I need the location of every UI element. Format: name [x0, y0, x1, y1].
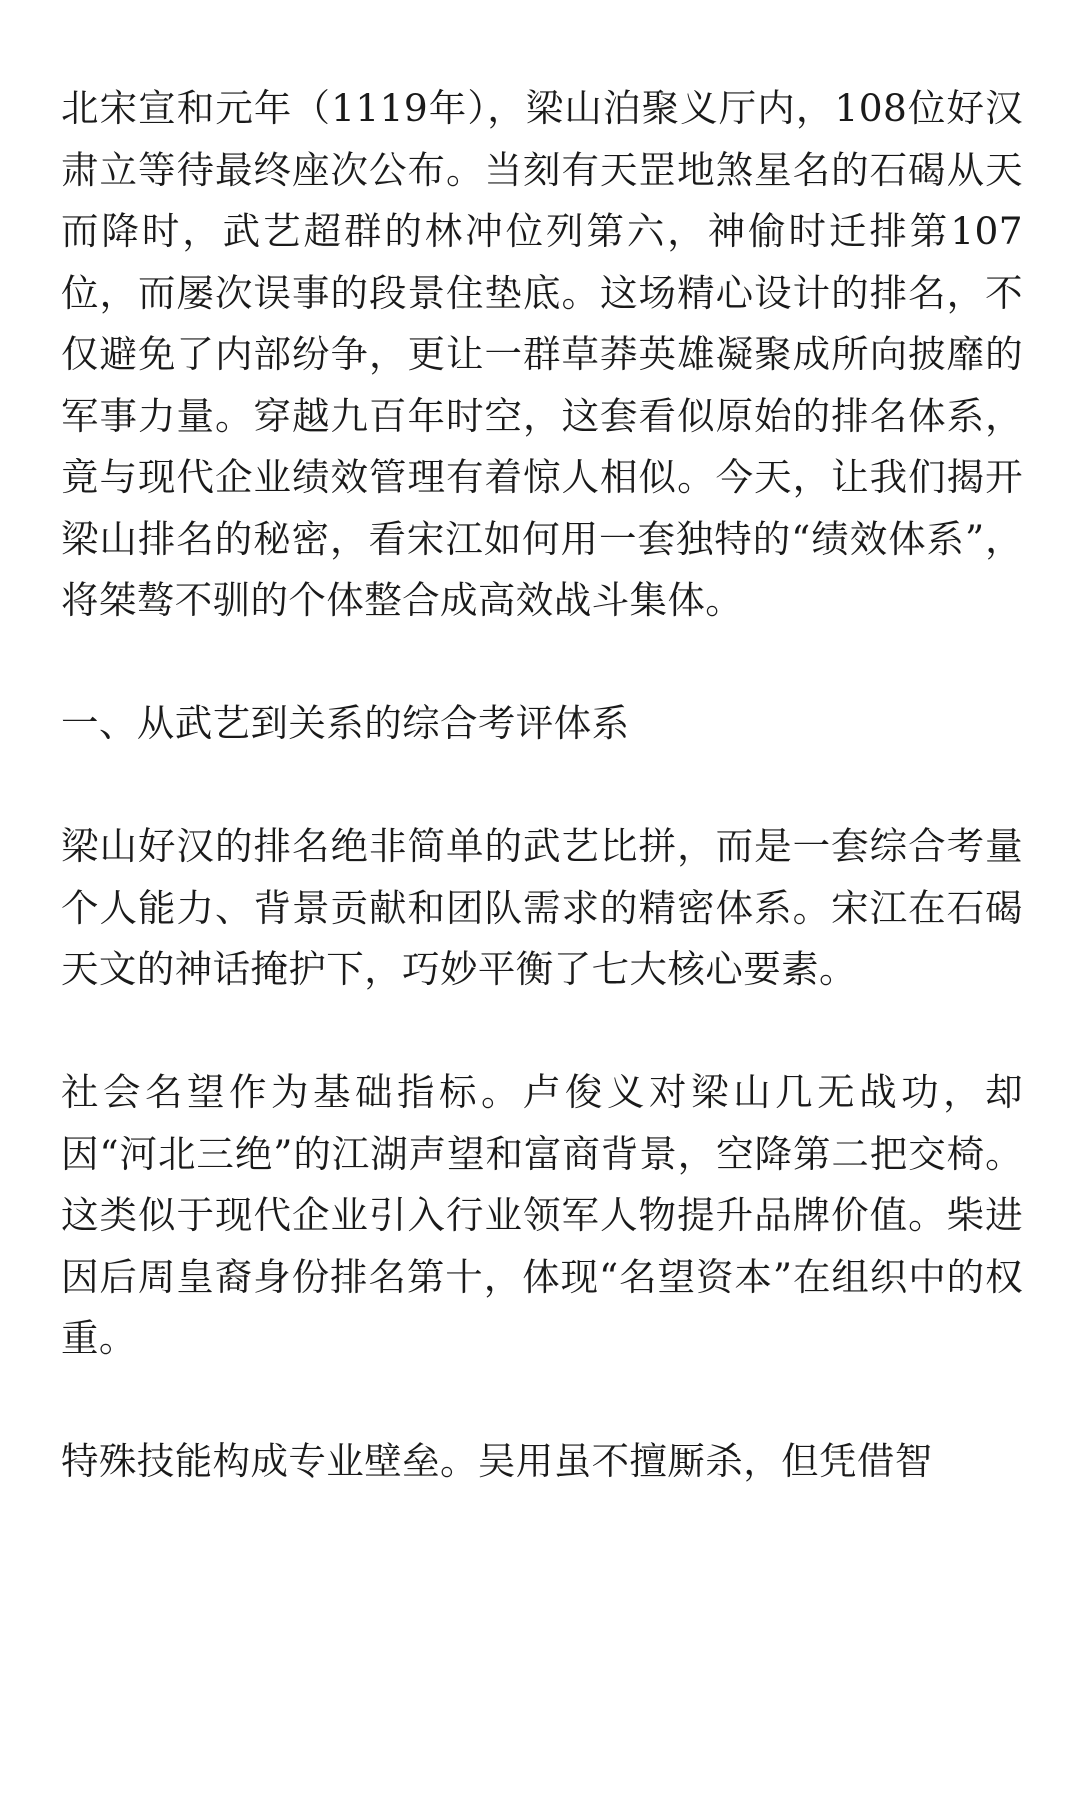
intro-paragraph: 北宋宣和元年（1119年），梁山泊聚义厅内，108位好汉肃立等待最终座次公布。当刻有天罡地煞星名的石碣从天而降时，武艺超群的林冲位列第六，神偷时迁排第107位，而屡次误事的段景住垫底。这场精心设计的排名，不仅避免了内部纷争，更让一群草莽英雄凝聚成所向披靡的军事力量。穿越九百年时空，这套看似原始的排名体系，竟与现代企业绩效管理有着惊人相似。今天，让我们揭开梁山排名的秘密，看宋江如何用一套独特的“绩效体系”，将桀骜不驯的个体整合成高效战斗集体。	[61, 86, 1023, 622]
body-paragraph: 社会名望作为基础指标。卢俊义对梁山几无战功，却因“河北三绝”的江湖声望和富商背景，空降第二把交椅。这类似于现代企业引入行业领军人物提升品牌价值。柴进因后周皇裔身份排名第十，体现“名望资本”在组织中的权重。	[61, 1070, 1023, 1360]
article-body	[61, 78, 1023, 1554]
body-paragraph: 特殊技能构成专业壁垒。吴用虽不擅厮杀，但凭借智	[61, 1439, 933, 1483]
body-paragraph: 梁山好汉的排名绝非简单的武艺比拼，而是一套综合考量个人能力、背景贡献和团队需求的精密体系。宋江在石碣天文的神话掩护下，巧妙平衡了七大核心要素。	[61, 824, 1023, 991]
section-heading: 一、从武艺到关系的综合考评体系	[61, 701, 630, 745]
